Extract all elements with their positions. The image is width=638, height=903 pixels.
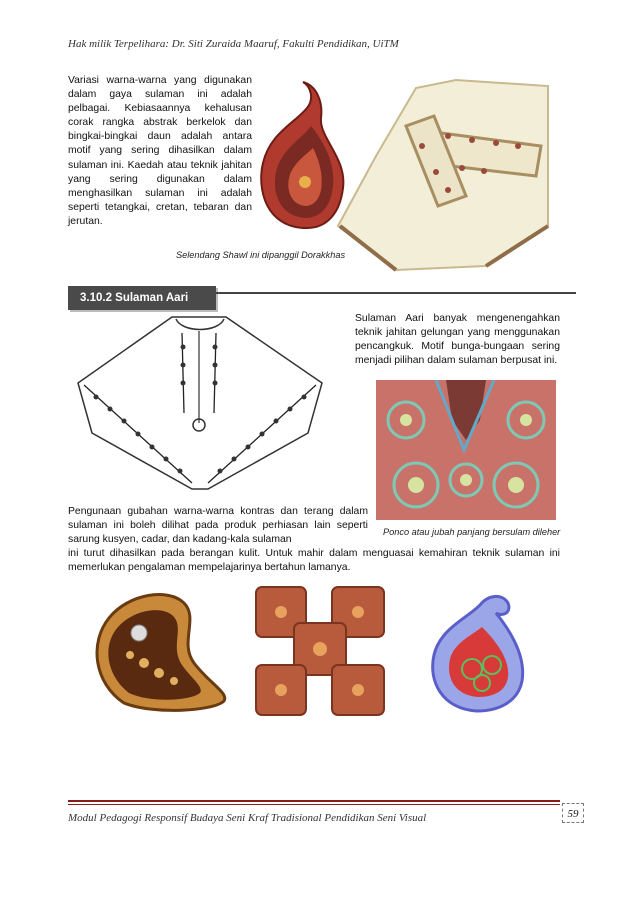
section-heading: 3.10.2 Sulaman Aari (68, 286, 216, 310)
embroidered-poncho-photo (376, 380, 556, 520)
page-header: Hak milik Terpelihara: Dr. Siti Zuraida Maaruf, Fakulti Pendidikan, UiTM (68, 38, 399, 50)
shawl-caption: Selendang Shawl ini dipanggil Dorakkhas (176, 250, 346, 260)
intro-paragraph: Variasi warna-warna yang digunakan dalam gaya sulaman ini adalah pelbagai. Kebiasaannya kehalusan corak rangka abstrak berkelok dan bingkai-bingkai daun adalah antara motif yang sering dihasilkan dalam sulaman ini. Kaedah atau teknik jahitan yang sering digunakan dalam menghasilkan sulaman ini adalah seperti tetangkai, cretan, tebaran dan jerutan. (68, 75, 252, 227)
footer-rule (68, 800, 560, 802)
footer-rule-thin (68, 804, 560, 805)
page-footer: Modul Pedagogi Responsif Budaya Seni Kraf Tradisional Pendidikan Seni Visual (68, 812, 427, 824)
page-number: 59 (562, 803, 584, 823)
poncho-sketch-image (72, 313, 328, 491)
dorakkhas-shawl-image (336, 76, 550, 272)
leather-paragraph: ini turut dihasilkan pada berangan kulit. Untuk mahir dalam menguasai kemahiran teknik sulaman ini memerlukan pengalaman mempelajarinya bertahun lamanya. (68, 548, 560, 574)
contrast-paragraph: Pengunaan gubahan warna-warna kontras dan terang dalam sulaman ini boleh dilihat pada produk perhiasan lain seperti sarung kusyen, cadar, dan kadang-kala sulaman (68, 506, 368, 546)
cushion-covers-image (252, 585, 388, 720)
floral-paisley-image (422, 585, 532, 715)
aari-paragraph: Sulaman Aari banyak mengenengahkan teknik jahitan gelungan yang menggunakan pencangkuk. Motif bunga-bungaan sering menjadi pilihan dalam sulaman berpusat ini. (355, 313, 560, 367)
poncho-caption: Ponco atau jubah panjang bersulam dileher (383, 527, 561, 537)
paisley-brooch-image (84, 583, 234, 718)
section-divider (216, 292, 576, 294)
